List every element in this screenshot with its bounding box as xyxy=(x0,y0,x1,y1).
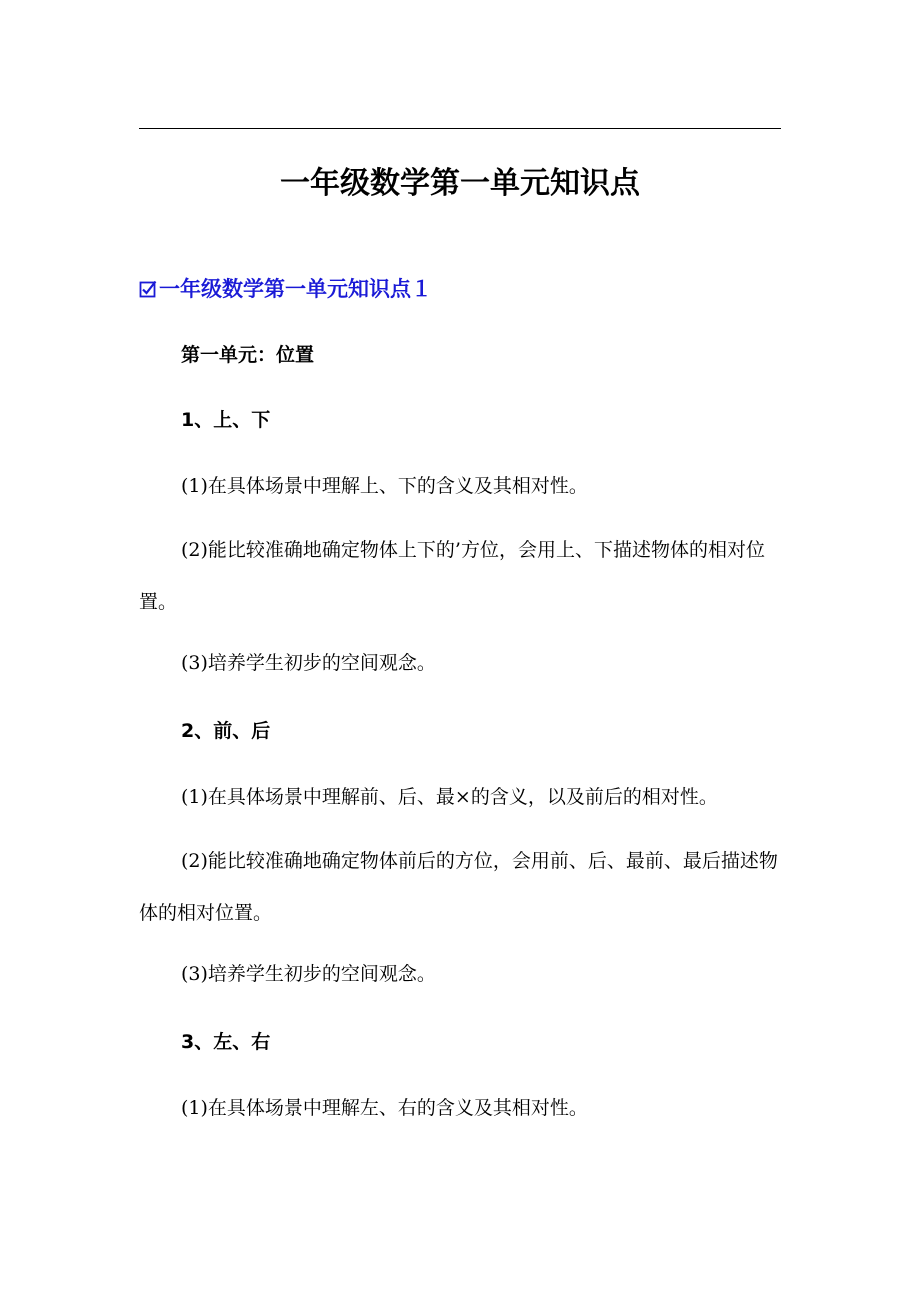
section-heading-text: 一年级数学第一单元知识点１ xyxy=(159,277,432,301)
topic-item: (3)培养学生初步的空间观念。 xyxy=(181,652,436,674)
topic-item: (2)能比较准确地确定物体前后的方位，会用前、后、最前、最后描述物体的相对位置。 xyxy=(139,850,778,924)
document-title: 一年级数学第一单元知识点 xyxy=(280,166,640,201)
unit-heading: 第一单元：位置 xyxy=(181,344,315,366)
topic-heading: 1、上、下 xyxy=(181,409,271,431)
topic-item: (1)在具体场景中理解前、后、最×的含义，以及前后的相对性。 xyxy=(181,786,718,808)
topic-heading: 2、前、后 xyxy=(181,720,271,742)
section-heading xyxy=(139,272,432,306)
topic-item: (1)在具体场景中理解上、下的含义及其相对性。 xyxy=(181,475,588,497)
topic-item: (2)能比较准确地确定物体上下的’方位，会用上、下描述物体的相对位置。 xyxy=(139,539,765,613)
topic-heading: 3、左、右 xyxy=(181,1031,271,1053)
header-rule xyxy=(139,128,781,129)
checkbox-checked-icon xyxy=(139,280,157,298)
topic-item: (3)培养学生初步的空间观念。 xyxy=(181,963,436,985)
topic-item: (1)在具体场景中理解左、右的含义及其相对性。 xyxy=(181,1097,588,1119)
